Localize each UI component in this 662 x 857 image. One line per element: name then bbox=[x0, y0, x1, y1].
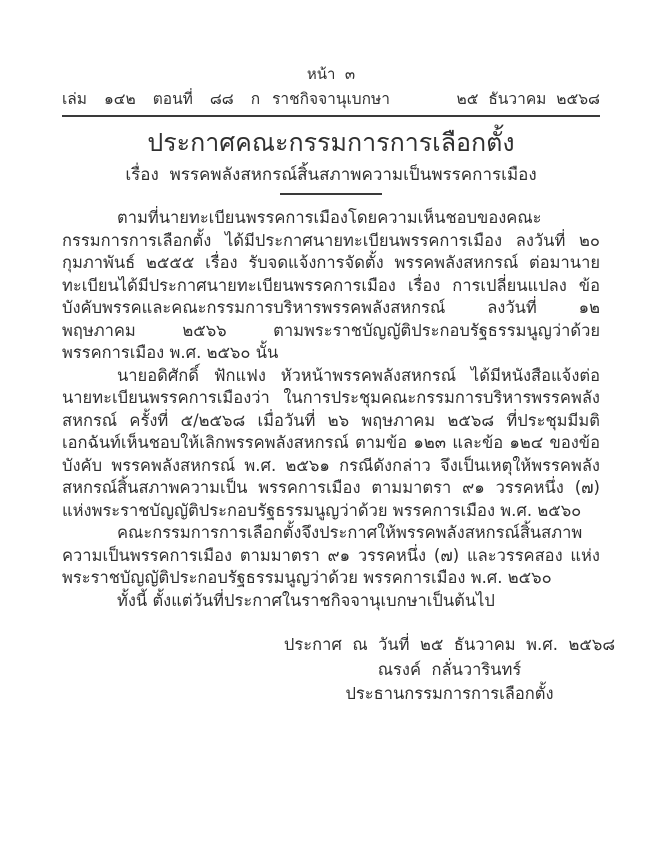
volume-label: เล่ม bbox=[62, 90, 88, 108]
gazette-name: ราชกิจจานุเบกษา bbox=[272, 90, 390, 108]
masthead bbox=[62, 88, 600, 117]
signer-title: ประธานกรรมการการเลือกตั้ง bbox=[345, 684, 554, 703]
volume-number: ๑๔๒ bbox=[103, 90, 136, 108]
part-label: ตอนที่ bbox=[152, 90, 193, 108]
masthead-volume-part bbox=[62, 88, 272, 110]
subject-divider-rule bbox=[280, 193, 382, 195]
signer-name: ณรงค์ กลั่นวารินทร์ bbox=[377, 659, 522, 679]
page-number-label: หน้า ๓ bbox=[306, 65, 356, 83]
announcement-title: ประกาศคณะกรรมการการเลือกตั้ง bbox=[147, 128, 515, 157]
issue-date: ๒๕ ธันวาคม ๒๕๖๘ bbox=[456, 90, 600, 108]
announcement-body bbox=[62, 207, 600, 612]
section-letter: ก bbox=[250, 90, 261, 108]
announcement-subject: เรื่อง พรรคพลังสหกรณ์สิ้นสภาพความเป็นพรรคการเมือง bbox=[125, 165, 537, 185]
body-paragraph: คณะกรรมการการเลือกตั้งจึงประกาศให้พรรคพลังสหกรณ์สิ้นสภาพความเป็นพรรคการเมือง ตามมาตรา ๙๑ วรรคหนึ่ง (๗) และวรรคสอง แห่งพระราชบัญญัติประกอบรัฐธรรมนูญว่าด้วย พรรคการเมือง พ.ศ. ๒๕๖๐ bbox=[62, 523, 600, 587]
signature-block bbox=[262, 633, 637, 707]
body-paragraph: นายอดิศักดิ์ ฟักแฟง หัวหน้าพรรคพลังสหกรณ์ ได้มีหนังสือแจ้งต่อนายทะเบียนพรรคการเมืองว่า ในการประชุมคณะกรรมการบริหารพรรคพลังสหกรณ์ ครั้งที่ ๕/๒๕๖๘ เมื่อวันที่ ๒๖ พฤษภาคม ๒๕๖๘ ที่ประชุมมีมติเอกฉันท์เห็นชอบให้เลิกพรรคพลังสหกรณ์ ตามข้อ ๑๒๓ และข้อ ๑๒๔ ของข้อบังคับ พรรคพลังสหกรณ์ พ.ศ. ๒๕๖๑ กรณีดังกล่าว จึงเป็นเหตุให้พรรคพลังสหกรณ์สิ้นสภาพความเป็น พรรคการเมือง ตามมาตรา ๙๑ วรรคหนึ่ง (๗) แห่งพระราชบัญญัติประกอบรัฐธรรมนูญว่าด้วย พรรคการเมือง พ.ศ. ๒๕๖๐ bbox=[62, 365, 600, 520]
body-paragraph: ตามที่นายทะเบียนพรรคการเมืองโดยความเห็นชอบของคณะกรรมการการเลือกตั้ง ได้มีประกาศนายทะเบียนพรรคการเมือง ลงวันที่ ๒๐ กุมภาพันธ์ ๒๕๕๕ เรื่อง รับจดแจ้งการจัดตั้ง พรรคพลังสหกรณ์ ต่อมานายทะเบียนได้มีประกาศนายทะเบียนพรรคการเมือง เรื่อง การเปลี่ยนแปลง ข้อบังคับพรรคและคณะกรรมการบริหารพรรคพลังสหกรณ์ ลงวันที่ ๑๒ พฤษภาคม ๒๕๖๖ ตามพระราชบัญญัติประกอบรัฐธรรมนูญว่าด้วยพรรคการเมือง พ.ศ. ๒๕๖๐ นั้น bbox=[62, 208, 600, 362]
body-paragraph: ทั้งนี้ ตั้งแต่วันที่ประกาศในราชกิจจานุเบกษาเป็นต้นไป bbox=[117, 590, 495, 610]
part-number: ๘๘ bbox=[209, 90, 234, 108]
signature-date-line: ประกาศ ณ วันที่ ๒๕ ธันวาคม พ.ศ. ๒๕๖๘ bbox=[283, 635, 616, 654]
